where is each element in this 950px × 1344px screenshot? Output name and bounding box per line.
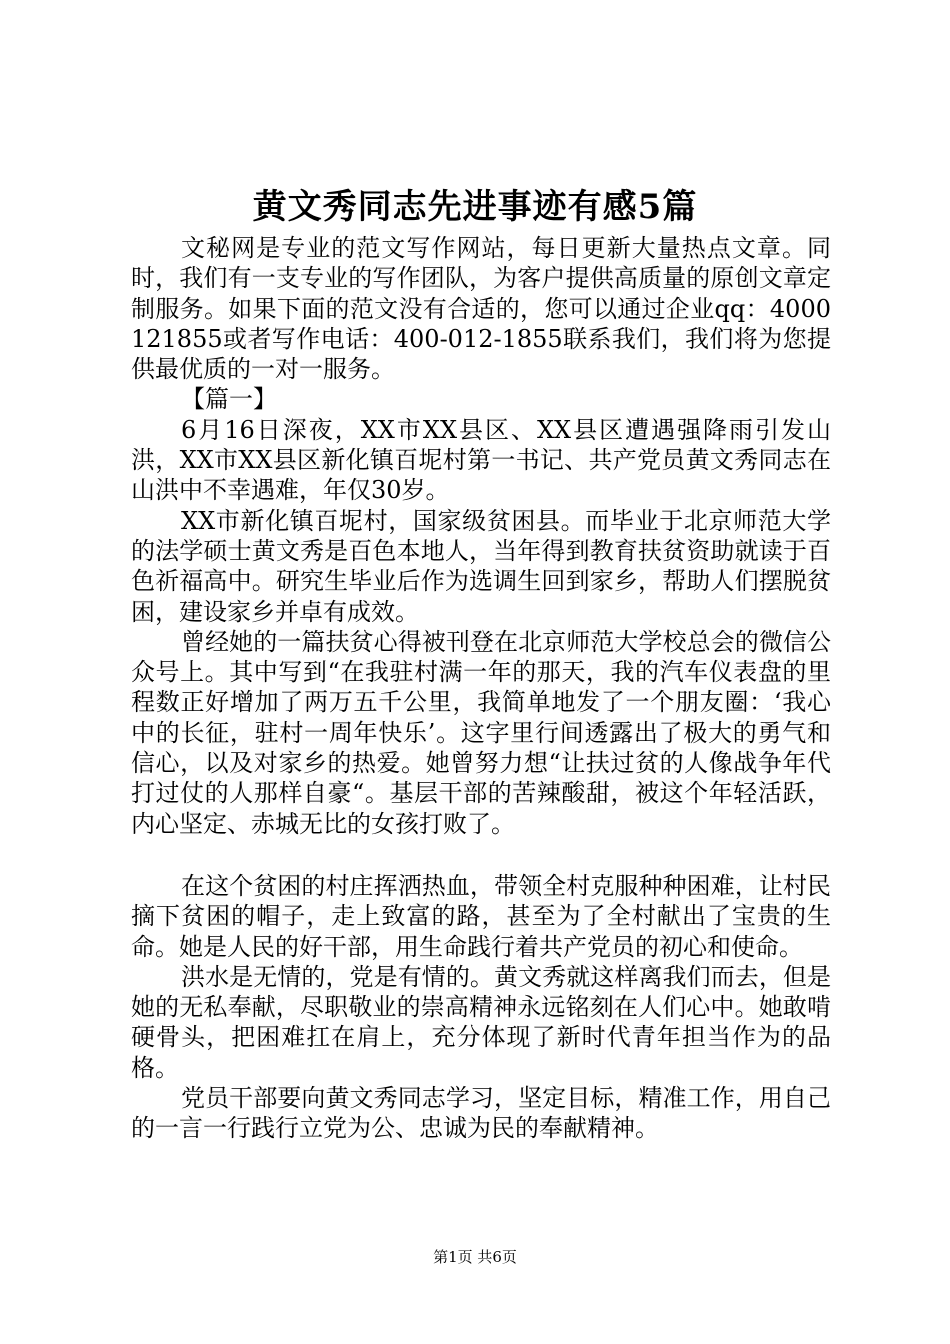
page-number-footer: 第1页 共6页 xyxy=(433,1248,517,1266)
section-heading: 【篇一】 xyxy=(181,385,277,414)
document-body xyxy=(131,233,831,1144)
body-paragraph: 党员干部要向黄文秀同志学习，坚定目标，精准工作，用自己的一言一行践行立党为公、忠诚为民的奉献精神。 xyxy=(131,1084,831,1143)
body-paragraph: 在这个贫困的村庄挥洒热血，带领全村克服种种困难，让村民摘下贫困的帽子，走上致富的路，甚至为了全村献出了宝贵的生命。她是人民的好干部，用生命践行着共产党员的初心和使命。 xyxy=(131,871,831,961)
paragraph-spacer xyxy=(131,839,831,871)
body-paragraph: 6月16日深夜，XX市XX县区、XX县区遭遇强降雨引发山洪，XX市XX县区新化镇百坭村第一书记、共产党员黄文秀同志在山洪中不幸遇难，年仅30岁。 xyxy=(131,415,831,505)
intro-paragraph: 文秘网是专业的范文写作网站，每日更新大量热点文章。同时，我们有一支专业的写作团队，为客户提供高质量的原创文章定制服务。如果下面的范文没有合适的，您可以通过企业qq：4000121855或者写作电话：400-012-1855联系我们，我们将为您提供最优质的一对一服务。 xyxy=(131,234,831,384)
body-paragraph: 洪水是无情的，党是有情的。黄文秀就这样离我们而去，但是她的无私奉献，尽职敬业的崇高精神永远铭刻在人们心中。她敢啃硬骨头，把困难扛在肩上，充分体现了新时代青年担当作为的品格。 xyxy=(131,962,831,1082)
body-paragraph: 曾经她的一篇扶贫心得被刊登在北京师范大学校总会的微信公众号上。其中写到“在我驻村满一年的那天，我的汽车仪表盘的里程数正好增加了两万五千公里，我简单地发了一个朋友圈：‘我心中的长征，驻村一周年快乐’。这字里行间透露出了极大的勇气和信心，以及对家乡的热爱。她曾努力想“让扶过贫的人像战争年代打过仗的人那样自豪“。基层干部的苦辣酸甜，被这个年轻活跃，内心坚定、赤城无比的女孩打败了。 xyxy=(131,627,831,838)
document-title: 黄文秀同志先进事迹有感5篇 xyxy=(252,187,698,227)
body-paragraph: XX市新化镇百坭村，国家级贫困县。而毕业于北京师范大学的法学硕士黄文秀是百色本地人，当年得到教育扶贫资助就读于百色祈福高中。研究生毕业后作为选调生回到家乡，帮助人们摆脱贫困，建设家乡并卓有成效。 xyxy=(131,506,831,626)
